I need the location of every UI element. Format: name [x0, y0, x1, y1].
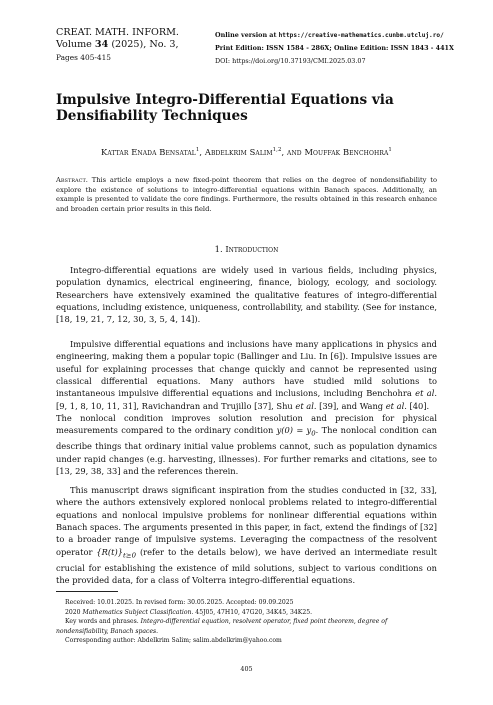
- affiliation-marker: 1: [388, 147, 392, 154]
- msc-classification: 2020 Mathematics Subject Classification. 45J05, 47H10, 47G20, 34K45, 34K25.: [65, 608, 313, 616]
- page-number: 405: [240, 665, 253, 673]
- section-heading: 1. Introduction: [214, 244, 279, 254]
- resolvent-operator: $\{R(t)\}_{t\ge 0}$: [96, 546, 136, 560]
- issn-line: Print Edition: ISSN 1584 - 286X; Online Edition: ISSN 1843 - 441X: [215, 44, 454, 53]
- author-name: Mouffak Benchohra: [304, 147, 389, 157]
- volume-line: Volume 34 (2025), No. 3,: [56, 39, 179, 51]
- journal-name: CREAT. MATH. INFORM.: [56, 27, 179, 38]
- paragraph-3: This manuscript draws significant inspiration from the studies conducted in [32, 33], where the authors extensively explored nonlocal problems related to integro-differential equations and nonlocal impulsive problems for nonlinear differential equations within Banach spaces. The arguments presented in this paper, in fact, extend the findings of [32] to a broader range of impulsive systems. Leveraging the compactness of the resolvent operator $\{R(t)\}_{t\ge 0}$ (refer to the details below), we have derived an intermediate result crucial for establishing the existence of mild solutions, subject to various conditions on the provided data, for a class of Volterra integro-differential equations.: [56, 485, 437, 586]
- author-list: Kattar Enada Bensatal$^1$, Abdelkrim Salim$^{1,2}$, and Mouffak Benchohra$^1$: [101, 147, 392, 157]
- abstract: [56, 176, 437, 215]
- online-url-link[interactable]: https://creative-mathematics.cunbm.utcluj.ro/: [278, 32, 444, 39]
- online-version-line: Online version at https://creative-mathematics.cunbm.utcluj.ro/: [215, 31, 444, 39]
- paragraph-2: Impulsive differential equations and inclusions have many applications in physics and engineering, making them a popular topic (Ballinger and Liu. In [6]). Impulsive issues are useful for explaining processes that change quickly and cannot be represented using classical differential equations. Many authors have studied mild solutions to instantaneous impulsive differential equations and inclusions, including Benchohra et al. [9, 1, 8, 10, 11, 31], Ravichandran and Trujillo [37], Shu et al. [39], and Wang et al. [40]. The nonlocal condition improves solution resolution and precision for physical measurements compared to the ordinary condition $y(0) = y_0$. The nonlocal condition can describe things that ordinary initial value problems cannot, such as population dynamics under rapid changes (e.g. harvesting, illnesses). For further remarks and citations, see to [13, 29, 38, 33] and the references therein.: [56, 339, 437, 477]
- paper-title: Impulsive Integro-Differential Equations via Densifiability Techniques: [56, 92, 394, 124]
- corresponding-author: Corresponding author: Abdelkrim Salim; salim.abdelkrim@yahoo.com: [65, 637, 282, 645]
- abstract-label: Abstract.: [56, 176, 88, 184]
- author-name: Kattar Enada Bensatal: [101, 147, 196, 157]
- keywords: Key words and phrases. Integro-differential equation, resolvent operator, fixed point theorem, degree of nondensifiability, Banach spaces.: [56, 618, 388, 635]
- footnote-divider: [56, 591, 118, 592]
- journal-info: [56, 27, 216, 64]
- author-name: Abdelkrim Salim: [204, 147, 273, 157]
- affiliation-marker: 1: [195, 147, 200, 154]
- initial-condition: $y(0) = y_0$: [276, 425, 316, 439]
- page-range: Pages 405-415: [56, 52, 112, 62]
- footnotes: [56, 598, 437, 646]
- received-dates: Received: 10.01.2025. In revised form: 30.05.2025. Accepted: 09.09.2025: [65, 599, 294, 606]
- section-title: Introduction: [225, 244, 279, 254]
- paragraph-1: Integro-differential equations are widely used in various fields, including physics, population dynamics, electrical engineering, finance, biology, ecology, and sociology. Researchers have extensively examined the qualitative features of integro-differential equations, including existence, uniqueness, controllability, and stability. (See for instance, [18, 19, 21, 7, 12, 30, 3, 5, 4, 14]).: [56, 265, 437, 325]
- volume-number: 34: [94, 39, 109, 51]
- doi-link[interactable]: DOI: https://doi.org/10.37193/CMI.2025.03.07: [215, 56, 366, 65]
- affiliation-marker: 1,2: [272, 147, 282, 154]
- publication-info: [215, 29, 477, 67]
- abstract-text: This article employs a new fixed-point theorem that relies on the degree of nondensifiability to explore the existence of solutions to integro-differential equations within Banach spaces. Additionally, an example is presented to validate the core findings. Furthermore, the results obtained in this research enhance and broaden certain prior results in this field.: [56, 176, 437, 214]
